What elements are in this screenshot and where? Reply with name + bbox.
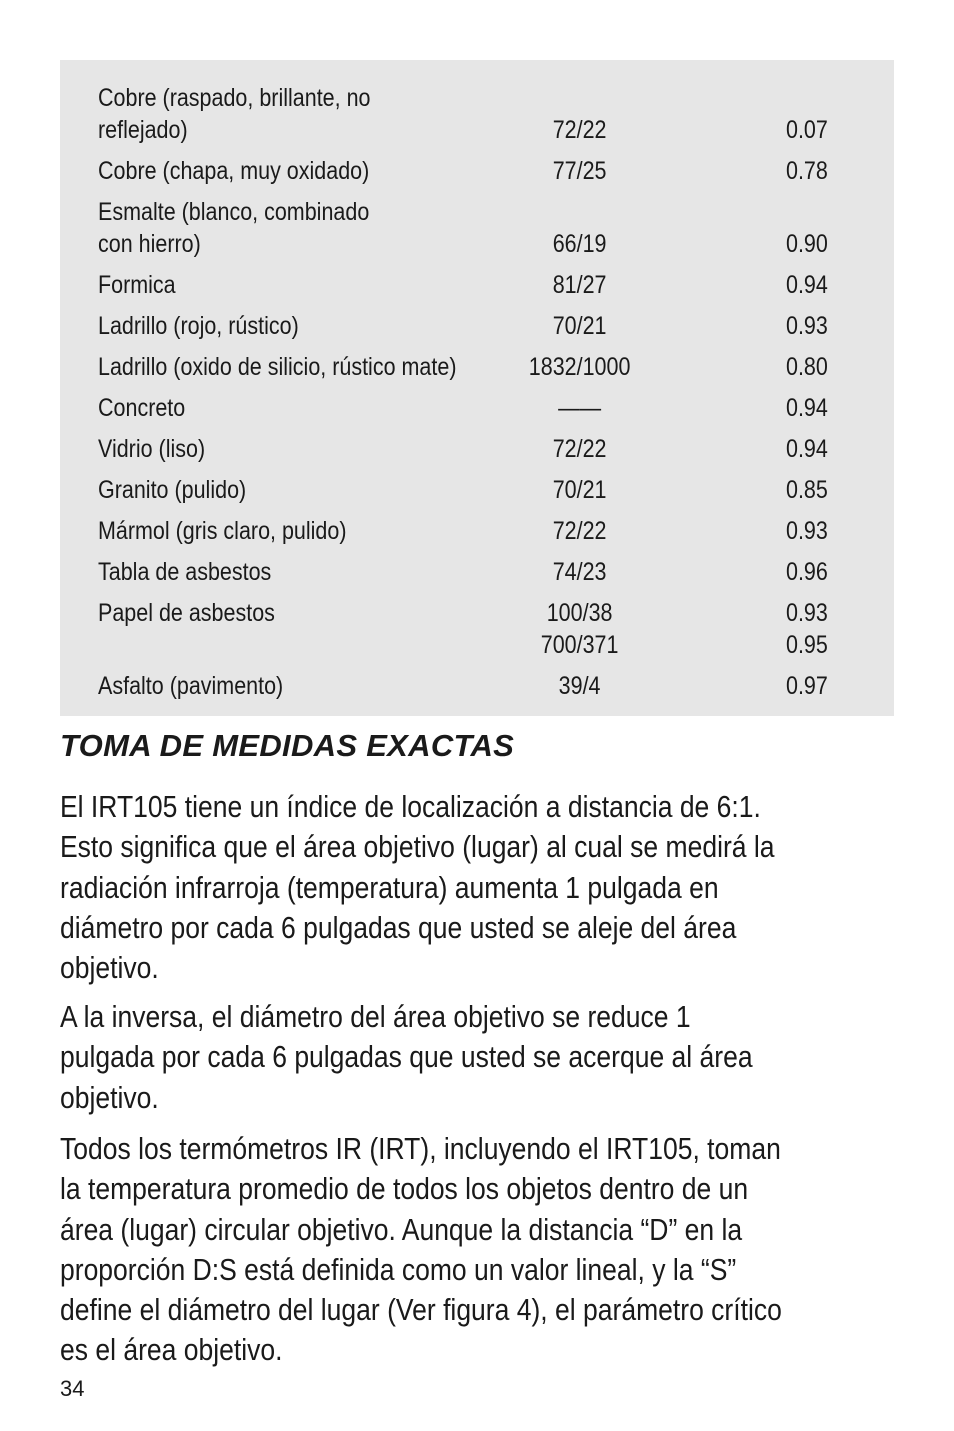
emissivity-cell: 0.78 <box>786 157 828 185</box>
temperature-cell: —— <box>558 394 602 422</box>
table-row <box>98 515 878 547</box>
material-cell: Cobre (chapa, muy oxidado) <box>98 157 370 185</box>
table-row <box>98 597 878 661</box>
temperature-cell: 72/22 <box>552 116 607 144</box>
emissivity-cell: 0.96 <box>786 558 828 586</box>
temperature-cell: 66/19 <box>552 230 607 258</box>
paragraph-distance-ratio: El IRT105 tiene un índice de localización a distancia de 6:1. Esto significa que el área objetivo (lugar) al cual se medirá la radiación infrarroja (temperatura) aumenta 1 pulgada en diámetro por cada 6 pulgadas que usted se aleje del área objetivo. <box>60 789 775 986</box>
table-row <box>98 351 878 383</box>
table-row <box>98 155 878 187</box>
material-cell: Esmalte (blanco, combinado con hierro) <box>98 198 370 258</box>
material-cell: Granito (pulido) <box>98 476 247 504</box>
material-cell: Tabla de asbestos <box>98 558 272 586</box>
emissivity-cell: 0.93 <box>786 517 828 545</box>
material-cell: Formica <box>98 271 176 299</box>
paragraph-inverse: A la inversa, el diámetro del área objetivo se reduce 1 pulgada por cada 6 pulgadas que usted se acerque al área objetivo. <box>60 999 753 1115</box>
temperature-cell: 100/38 700/371 <box>540 599 619 659</box>
temperature-cell: 74/23 <box>552 558 607 586</box>
material-cell: Vidrio (liso) <box>98 435 206 463</box>
table-row <box>98 196 878 260</box>
emissivity-cell: 0.97 <box>786 672 828 700</box>
table-row <box>98 433 878 465</box>
material-cell: Mármol (gris claro, pulido) <box>98 517 347 545</box>
emissivity-cell: 0.93 <box>786 312 828 340</box>
table-row <box>98 269 878 301</box>
temperature-cell: 70/21 <box>552 312 607 340</box>
paragraph-average-temperature: Todos los termómetros IR (IRT), incluyendo el IRT105, toman la temperatura promedio de todos los objetos dentro de un área (lugar) circular objetivo. Aunque la distancia “D” en la proporción D:S está definida como un valor lineal, y la “S” define el diámetro del lugar (Ver figura 4), el parámetro crítico es el área objetivo. <box>60 1131 782 1368</box>
temperature-cell: 72/22 <box>552 435 607 463</box>
material-cell: Cobre (raspado, brillante, no reflejado) <box>98 84 371 144</box>
emissivity-table <box>60 60 894 716</box>
temperature-cell: 81/27 <box>552 271 607 299</box>
temperature-cell: 70/21 <box>552 476 607 504</box>
table-row <box>98 392 878 424</box>
table-row <box>98 310 878 342</box>
material-cell: Ladrillo (rojo, rústico) <box>98 312 299 340</box>
emissivity-cell: 0.80 <box>786 353 828 381</box>
emissivity-cell: 0.90 <box>786 230 828 258</box>
material-cell: Asfalto (pavimento) <box>98 672 284 700</box>
emissivity-cell: 0.94 <box>786 435 828 463</box>
emissivity-cell: 0.94 <box>786 271 828 299</box>
table-row <box>98 670 878 702</box>
temperature-cell: 1832/1000 <box>528 353 631 381</box>
page-number: 34 <box>60 1376 85 1401</box>
material-cell: Ladrillo (oxido de silicio, rústico mate) <box>98 353 457 381</box>
temperature-cell: 77/25 <box>552 157 607 185</box>
emissivity-cell: 0.85 <box>786 476 828 504</box>
emissivity-cell: 0.07 <box>786 116 828 144</box>
table-row <box>98 82 878 146</box>
table-rows <box>98 82 878 711</box>
emissivity-cell: 0.93 0.95 <box>786 599 828 659</box>
table-row <box>98 474 878 506</box>
material-cell: Concreto <box>98 394 186 422</box>
section-heading: TOMA DE MEDIDAS EXACTAS <box>60 728 515 763</box>
temperature-cell: 39/4 <box>558 672 601 700</box>
emissivity-cell: 0.94 <box>786 394 828 422</box>
material-cell: Papel de asbestos <box>98 599 275 627</box>
temperature-cell: 72/22 <box>552 517 607 545</box>
table-row <box>98 556 878 588</box>
